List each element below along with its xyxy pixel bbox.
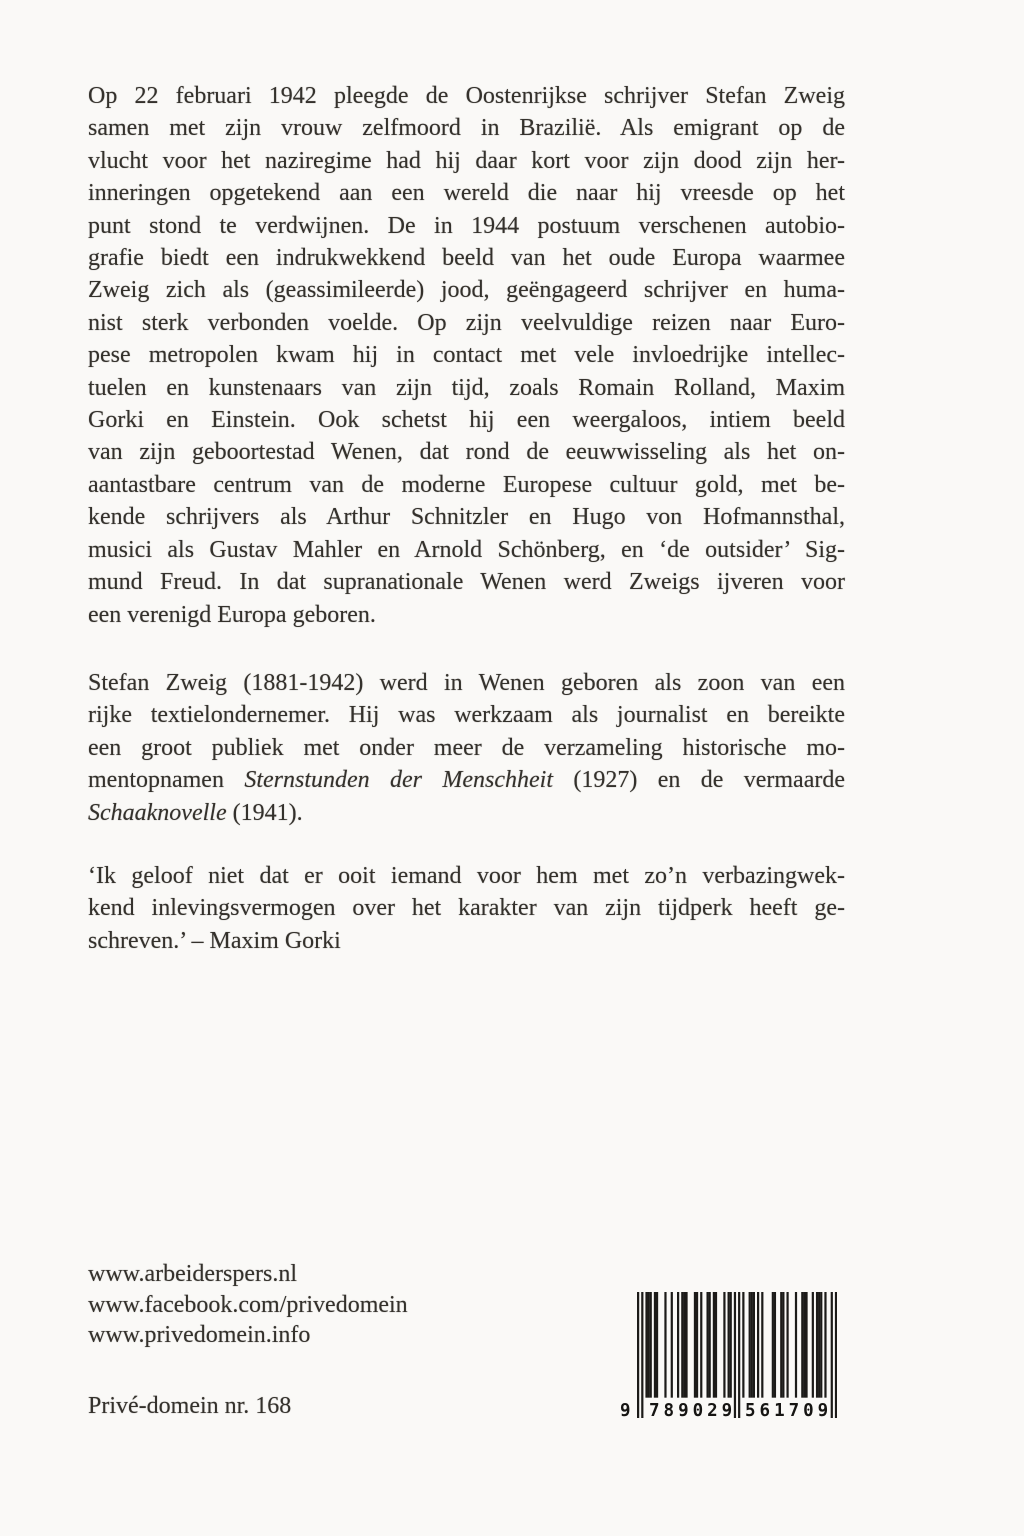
- text-line: [88, 599, 845, 631]
- text-segment: een verenigd Europa geboren.: [88, 601, 376, 628]
- text-line: [88, 339, 845, 371]
- text-segment: Zweig zich als (geassimileerde) jood, geëngageerd schrijver en huma-: [88, 277, 845, 304]
- text-segment: vlucht voor het naziregime had hij daar kort voor zijn dood zijn her-: [88, 147, 845, 174]
- text-line: [88, 307, 845, 339]
- isbn-barcode: [620, 1292, 837, 1421]
- publisher-url: www.facebook.com/privedomein: [88, 1291, 408, 1318]
- review-quote-paragraph: [88, 860, 845, 957]
- text-segment: Gorki en Einstein. Ook schetst hij een weergaloos, intiem beeld: [88, 407, 845, 434]
- text-line: [88, 501, 845, 533]
- text-segment: grafie biedt een indrukwekkend beeld van het oude Europa waarmee: [88, 245, 845, 272]
- text-segment: rijke textielondernemer. Hij was werkzaam als journalist en bereikte: [88, 702, 845, 729]
- text-segment: (1941).: [226, 799, 303, 826]
- text-segment: (1927) en de vermaarde: [553, 767, 845, 794]
- text-segment: mentopnamen: [88, 767, 245, 794]
- text-segment: kende schrijvers als Arthur Schnitzler en Hugo von Hofmannsthal,: [88, 504, 845, 531]
- text-line: [88, 667, 845, 699]
- italic-text-segment: Sternstunden der Menschheit: [244, 767, 553, 794]
- text-line: [88, 892, 845, 924]
- text-segment: nist sterk verbonden voelde. Op zijn veelvuldige reizen naar Euro-: [88, 309, 845, 336]
- text-line: [88, 112, 845, 144]
- text-segment: inneringen opgetekend aan een wereld die naar hij vreesde op het: [88, 180, 845, 207]
- text-line: [88, 177, 845, 209]
- barcode-digit-group-2: 561709: [745, 1401, 833, 1421]
- publisher-url: www.privedomein.info: [88, 1322, 311, 1349]
- text-line: [88, 242, 845, 274]
- text-segment: punt stond te verdwijnen. De in 1944 postuum verschenen autobio-: [88, 212, 845, 239]
- text-segment: tuelen en kunstenaars van zijn tijd, zoals Romain Rolland, Maxim: [88, 374, 845, 401]
- text-segment: een groot publiek met onder meer de verzameling historische mo-: [88, 734, 845, 761]
- text-line: [88, 80, 845, 112]
- text-segment: aantastbare centrum van de moderne Europese cultuur gold, met be-: [88, 471, 845, 498]
- text-line: [88, 732, 845, 764]
- text-segment: ‘Ik geloof niet dat er ooit iemand voor hem met zo’n verbazingwek-: [88, 863, 845, 889]
- text-line: [88, 860, 845, 892]
- text-line: [88, 925, 845, 957]
- text-segment: kend inlevingsvermogen over het karakter van zijn tijdperk heeft ge-: [88, 895, 845, 922]
- text-line: [88, 404, 845, 436]
- text-segment: mund Freud. In dat supranationale Wenen werd Zweigs ijveren voor: [88, 569, 845, 596]
- text-line: [88, 274, 845, 306]
- text-line: [88, 566, 845, 598]
- text-segment: pese metropolen kwam hij in contact met vele invloedrijke intellec-: [88, 342, 845, 369]
- isbn-digits: [620, 1397, 837, 1421]
- text-segment: musici als Gustav Mahler en Arnold Schönberg, en ‘de outsider’ Sig-: [88, 536, 845, 563]
- text-segment: schreven.’ – Maxim Gorki: [88, 927, 341, 954]
- text-segment: samen met zijn vrouw zelfmoord in Brazilië. Als emigrant op de: [88, 115, 845, 142]
- text-segment: Stefan Zweig (1881-1942) werd in Wenen geboren als zoon van een: [88, 670, 845, 696]
- synopsis-paragraph: [88, 80, 845, 631]
- series-number-label: Privé-domein nr. 168: [88, 1393, 292, 1419]
- italic-text-segment: Schaaknovelle: [88, 799, 227, 826]
- author-bio-paragraph: [88, 667, 845, 829]
- text-line: [88, 699, 845, 731]
- publisher-url: www.arbeiderspers.nl: [88, 1261, 298, 1287]
- text-segment: van zijn geboortestad Wenen, dat rond de eeuwwisseling als het on-: [88, 439, 845, 466]
- publisher-links: [88, 1259, 408, 1351]
- barcode-lead-digit: 9: [620, 1401, 631, 1421]
- barcode-digit-group-1: 789029: [649, 1401, 737, 1421]
- text-line: [88, 534, 845, 566]
- text-line: [88, 145, 845, 177]
- text-line: [88, 797, 845, 829]
- text-line: [88, 372, 845, 404]
- text-line: [88, 210, 845, 242]
- text-line: [88, 436, 845, 468]
- text-line: [88, 469, 845, 501]
- text-segment: Op 22 februari 1942 pleegde de Oostenrijkse schrijver Stefan Zweig: [88, 83, 845, 109]
- text-line: [88, 764, 845, 796]
